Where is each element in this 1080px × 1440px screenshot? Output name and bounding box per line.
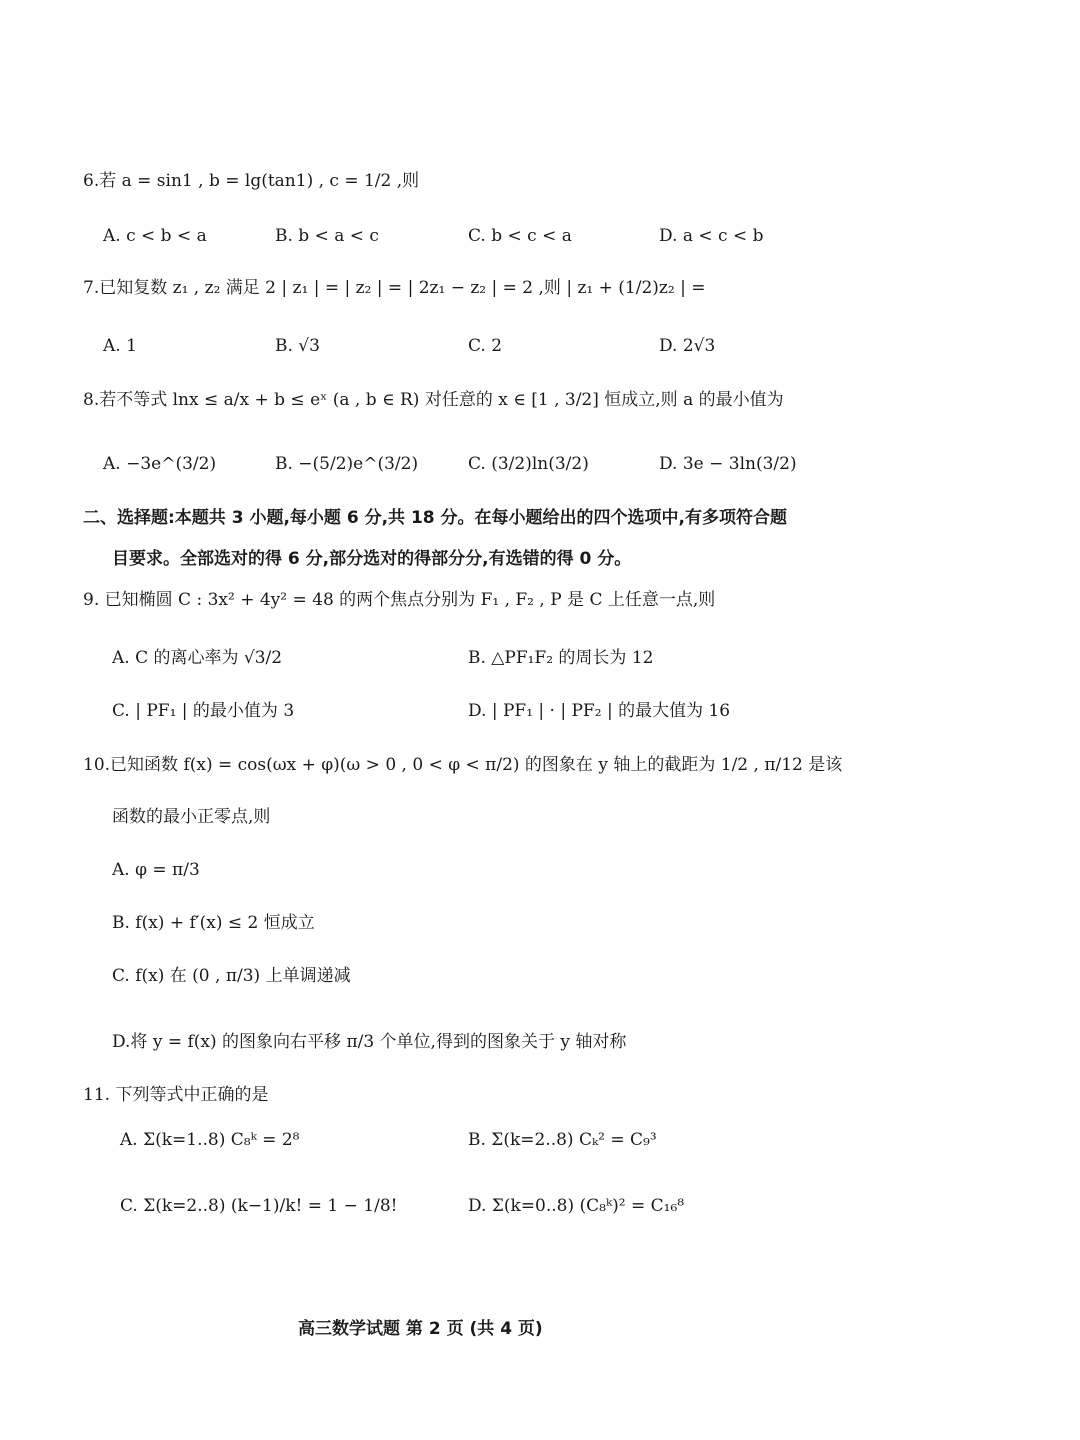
question-7-stem: 7.已知复数 z₁ , z₂ 满足 2 | z₁ | = | z₂ | = | 2z₁ − z₂ | = 2 ,则 | z₁ + (1/2)z₂ | = [83,278,706,298]
question-10-option-a: A. φ = π/3 [112,860,200,880]
question-6-option-b: B. b < a < c [275,226,379,246]
question-8-option-a: A. −3e^(3/2) [103,454,217,474]
question-6-stem: 6.若 a = sin1 , b = lg(tan1) , c = 1/2 ,则 [83,171,420,191]
question-9-option-c: C. | PF₁ | 的最小值为 3 [112,701,295,721]
question-10-stem-line-1: 10.已知函数 f(x) = cos(ωx + φ)(ω > 0 , 0 < φ < π/2) 的图象在 y 轴上的截距为 1/2 , π/12 是该 [83,755,843,775]
question-10-option-b: B. f(x) + f′(x) ≤ 2 恒成立 [112,913,315,933]
question-6-option-d: D. a < c < b [659,226,764,246]
question-7-option-d: D. 2√3 [659,336,716,356]
question-8-option-d: D. 3e − 3ln(3/2) [659,454,797,474]
question-7-option-b: B. √3 [275,336,320,356]
question-10-stem-line-2: 函数的最小正零点,则 [112,807,271,827]
question-10-option-d: D.将 y = f(x) 的图象向右平移 π/3 个单位,得到的图象关于 y 轴对称 [112,1032,627,1052]
question-6-option-a: A. c < b < a [103,226,207,246]
question-11-option-c: C. Σ(k=2..8) (k−1)/k! = 1 − 1/8! [120,1196,398,1216]
question-11-option-d: D. Σ(k=0..8) (C₈ᵏ)² = C₁₆⁸ [468,1196,685,1216]
question-9-option-b: B. △PF₁F₂ 的周长为 12 [468,648,654,668]
question-8-stem: 8.若不等式 lnx ≤ a/x + b ≤ eˣ (a , b ∈ R) 对任意的 x ∈ [1 , 3/2] 恒成立,则 a 的最小值为 [83,390,784,410]
question-9-option-a: A. C 的离心率为 √3/2 [112,648,283,668]
question-6-option-c: C. b < c < a [468,226,572,246]
question-8-option-b: B. −(5/2)e^(3/2) [275,454,419,474]
question-11-stem: 11. 下列等式中正确的是 [83,1085,269,1105]
question-8-option-c: C. (3/2)ln(3/2) [468,454,589,474]
question-9-stem: 9. 已知椭圆 C : 3x² + 4y² = 48 的两个焦点分别为 F₁ , F₂ , P 是 C 上任意一点,则 [83,590,716,610]
question-7-option-a: A. 1 [103,336,137,356]
question-10-option-c: C. f(x) 在 (0 , π/3) 上单调递减 [112,966,351,986]
question-9-option-d: D. | PF₁ | · | PF₂ | 的最大值为 16 [468,701,731,721]
section-2-heading-line-2: 目要求。全部选对的得 6 分,部分选对的得部分分,有选错的得 0 分。 [112,549,632,569]
question-7-option-c: C. 2 [468,336,503,356]
section-2-heading-line-1: 二、选择题:本题共 3 小题,每小题 6 分,共 18 分。在每小题给出的四个选项中,有多项符合题 [83,508,787,528]
question-11-option-b: B. Σ(k=2..8) Cₖ² = C₉³ [468,1130,657,1150]
page-footer: 高三数学试题 第 2 页 (共 4 页) [298,1319,543,1339]
question-11-option-a: A. Σ(k=1..8) C₈ᵏ = 2⁸ [120,1130,300,1150]
